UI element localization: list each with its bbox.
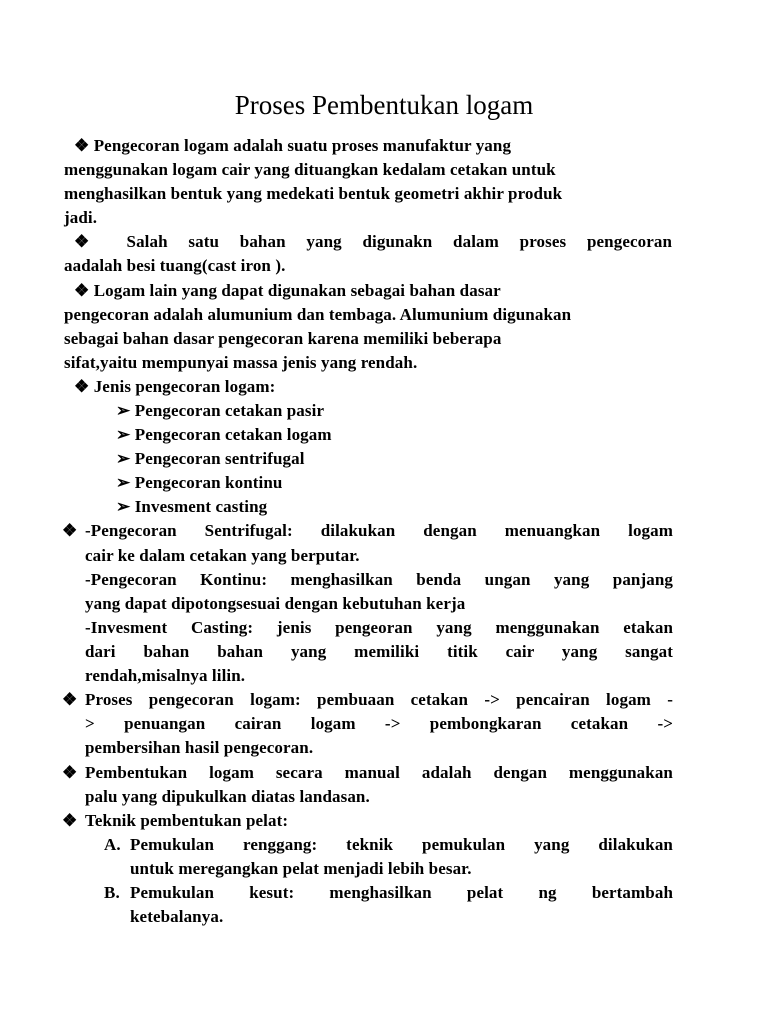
list-item: ➢ Invesment casting	[116, 497, 268, 516]
arrow-bullet-icon: ➢	[116, 473, 131, 492]
paragraph-4-line-6: dari bahan bahan yang memiliki titik cair yang sangat	[85, 642, 673, 661]
paragraph-3-line-1: ❖ Logam lain yang dapat digunakan sebagai bahan dasar	[74, 281, 501, 300]
arrow-bullet-icon: ➢	[116, 425, 131, 444]
diamond-bullet-icon: ❖	[62, 521, 78, 540]
paragraph-6-line-2: palu yang dipukulkan diatas landasan.	[85, 787, 370, 806]
paragraph-2-line-1: ❖ Salah satu bahan yang digunakn dalam proses pengecoran	[74, 232, 672, 251]
paragraph-7-heading: Teknik pembentukan pelat:	[85, 811, 289, 830]
diamond-bullet-icon: ❖	[62, 811, 78, 830]
paragraph-5-line-1: Proses pengecoran logam: pembuaan cetakan -> pencairan logam -	[85, 690, 673, 709]
list-item: ➢ Pengecoran sentrifugal	[116, 449, 305, 468]
paragraph-4-line-5: -Invesment Casting: jenis pengeoran yang menggunakan etakan	[85, 618, 673, 637]
paragraph-6-line-1: Pembentukan logam secara manual adalah dengan menggunakan	[85, 763, 673, 782]
list-item: ➢ Pengecoran cetakan logam	[116, 425, 332, 444]
paragraph-1-line-2: menggunakan logam cair yang dituangkan kedalam cetakan untuk	[64, 160, 556, 179]
list-item: ➢ Pengecoran kontinu	[116, 473, 283, 492]
paragraph-3-line-3: sebagai bahan dasar pengecoran karena memiliki beberapa	[64, 329, 502, 348]
list-marker-b: B.	[104, 883, 120, 902]
paragraph-1-line-3: menghasilkan bentuk yang medekati bentuk geometri akhir produk	[64, 184, 563, 203]
paragraph-4-line-7: rendah,misalnya lilin.	[85, 666, 246, 685]
diamond-bullet-icon: ❖	[62, 763, 78, 782]
paragraph-1-line-4: jadi.	[64, 208, 98, 227]
sub-item-b-line-1: Pemukulan kesut: menghasilkan pelat ng bertambah	[130, 883, 673, 902]
page-title: Proses Pembentukan logam	[234, 90, 534, 120]
diamond-bullet-icon: ❖	[74, 232, 106, 251]
diamond-bullet-icon: ❖	[62, 690, 78, 709]
sub-item-a-line-1: Pemukulan renggang: teknik pemukulan yang dilakukan	[130, 835, 673, 854]
paragraph-4-line-3: -Pengecoran Kontinu: menghasilkan benda ungan yang panjang	[85, 570, 673, 589]
paragraph-4-line-1: -Pengecoran Sentrifugal: dilakukan dengan menuangkan logam	[85, 521, 673, 540]
arrow-bullet-icon: ➢	[116, 449, 131, 468]
paragraph-4-line-2: cair ke dalam cetakan yang berputar.	[85, 546, 360, 565]
paragraph-5-line-2: > penuangan cairan logam -> pembongkaran cetakan ->	[85, 714, 673, 733]
paragraph-3-line-2: pengecoran adalah alumunium dan tembaga. Alumunium digunakan	[64, 305, 572, 324]
arrow-bullet-icon: ➢	[116, 401, 131, 420]
diamond-bullet-icon: ❖	[74, 136, 90, 155]
arrow-bullet-icon: ➢	[116, 497, 131, 516]
diamond-bullet-icon: ❖	[74, 377, 90, 396]
paragraph-1-line-1: ❖ Pengecoran logam adalah suatu proses manufaktur yang	[74, 136, 512, 155]
sub-item-a-line-2: untuk meregangkan pelat menjadi lebih besar.	[130, 859, 472, 878]
diamond-bullet-icon: ❖	[74, 281, 90, 300]
list-marker-a: A.	[104, 835, 121, 854]
paragraph-4-line-4: yang dapat dipotongsesuai dengan kebutuhan kerja	[85, 594, 466, 613]
paragraph-5-line-3: pembersihan hasil pengecoran.	[85, 738, 314, 757]
paragraph-2-line-2: aadalah besi tuang(cast iron ).	[64, 256, 286, 275]
paragraph-3-line-4: sifat,yaitu mempunyai massa jenis yang rendah.	[64, 353, 418, 372]
list-item: ➢ Pengecoran cetakan pasir	[116, 401, 325, 420]
sub-item-b-line-2: ketebalanya.	[130, 907, 224, 926]
list-heading: ❖ Jenis pengecoran logam:	[74, 377, 276, 396]
